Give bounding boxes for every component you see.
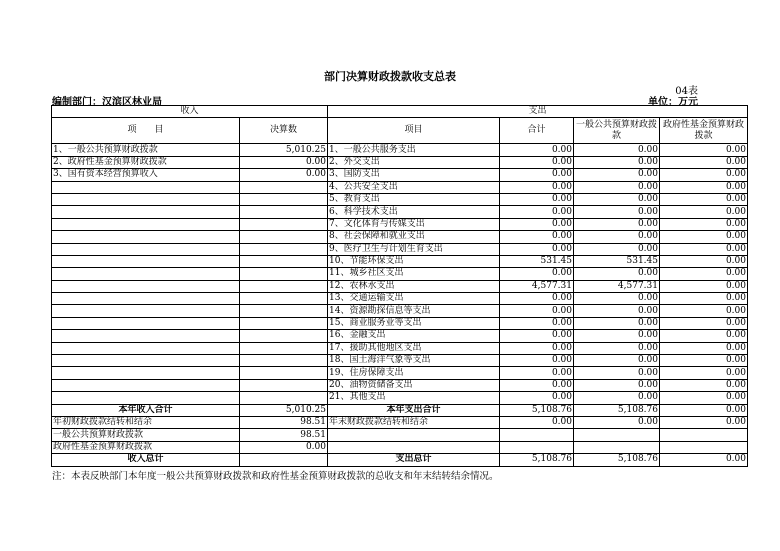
expense-total: 0.00	[500, 330, 574, 342]
expense-fund: 0.00	[660, 392, 748, 404]
income-item	[52, 330, 240, 342]
table-row	[52, 268, 748, 280]
expense-item: 7、文化体育与传媒支出	[328, 218, 500, 230]
expense-item: 21、其他支出	[328, 392, 500, 404]
income-value	[240, 305, 328, 317]
income-item: 2、政府性基金预算财政拨款	[52, 156, 240, 168]
income-item	[52, 218, 240, 230]
expense-item: 8、社会保障和就业支出	[328, 231, 500, 243]
expense-fund: 0.00	[660, 193, 748, 205]
carry-in-general-value: 98.51	[240, 429, 328, 441]
expense-general: 0.00	[574, 193, 660, 205]
expense-item: 11、城乡社区支出	[328, 268, 500, 280]
table-number: 04表	[675, 86, 698, 97]
expense-item: 15、商业服务业等支出	[328, 317, 500, 329]
income-item	[52, 305, 240, 317]
expense-item: 4、公共安全支出	[328, 181, 500, 193]
expense-total: 0.00	[500, 392, 574, 404]
income-value	[240, 181, 328, 193]
expense-fund: 0.00	[660, 355, 748, 367]
expense-fund: 0.00	[660, 144, 748, 156]
expense-fund: 0.00	[660, 305, 748, 317]
table-row	[52, 206, 748, 218]
expense-item: 10、节能环保支出	[328, 255, 500, 267]
expense-fund: 0.00	[660, 218, 748, 230]
expense-total-value: 5,108.76	[500, 404, 574, 416]
expense-general: 0.00	[574, 156, 660, 168]
income-value	[240, 231, 328, 243]
income-value	[240, 330, 328, 342]
empty-cell	[328, 429, 500, 441]
income-item	[52, 206, 240, 218]
income-value: 0.00	[240, 156, 328, 168]
unit-label: 单位：万元	[648, 97, 698, 108]
expense-fund: 0.00	[660, 255, 748, 267]
expense-item: 12、农林水支出	[328, 280, 500, 292]
income-item	[52, 231, 240, 243]
expense-total: 4,577.31	[500, 280, 574, 292]
expense-fund: 0.00	[660, 169, 748, 181]
income-value	[240, 193, 328, 205]
expense-total: 0.00	[500, 231, 574, 243]
table-row	[52, 367, 748, 379]
expense-general: 0.00	[574, 367, 660, 379]
income-value	[240, 243, 328, 255]
income-item	[52, 243, 240, 255]
expense-item: 1、一般公共服务支出	[328, 144, 500, 156]
expense-fund: 0.00	[660, 268, 748, 280]
expense-general: 0.00	[574, 218, 660, 230]
income-value	[240, 255, 328, 267]
empty-cell	[660, 429, 748, 441]
table-row	[52, 169, 748, 181]
grand-expense-fund: 0.00	[660, 454, 748, 466]
table-row	[52, 342, 748, 354]
carry-in-value: 98.51	[240, 416, 328, 428]
income-item	[52, 355, 240, 367]
summary-row	[52, 416, 748, 428]
income-item	[52, 317, 240, 329]
empty-cell	[500, 429, 574, 441]
expense-general: 0.00	[574, 231, 660, 243]
total-header: 合计	[500, 118, 574, 144]
expense-general: 0.00	[574, 181, 660, 193]
expense-general: 0.00	[574, 330, 660, 342]
expense-total: 0.00	[500, 367, 574, 379]
expense-item: 6、科学技术支出	[328, 206, 500, 218]
table-row	[52, 231, 748, 243]
expense-general: 0.00	[574, 317, 660, 329]
income-value: 0.00	[240, 169, 328, 181]
table-row	[52, 355, 748, 367]
table-row	[52, 330, 748, 342]
grand-income-value	[240, 454, 328, 466]
income-item: 3、国有资本经营预算收入	[52, 169, 240, 181]
expense-total: 0.00	[500, 268, 574, 280]
expense-total: 0.00	[500, 293, 574, 305]
expense-fund: 0.00	[660, 330, 748, 342]
expense-fund: 0.00	[660, 293, 748, 305]
income-item	[52, 181, 240, 193]
expense-general: 0.00	[574, 169, 660, 181]
income-item-header: 项 目	[52, 118, 240, 144]
income-value	[240, 367, 328, 379]
table-row	[52, 218, 748, 230]
expense-fund: 0.00	[660, 317, 748, 329]
income-total-label: 本年收入合计	[52, 404, 240, 416]
carry-in-fund-label: 政府性基金预算财政拨款	[52, 441, 240, 453]
expense-fund: 0.00	[660, 379, 748, 391]
grand-expense-total: 5,108.76	[500, 454, 574, 466]
table-row	[52, 392, 748, 404]
income-header: 收入	[52, 106, 328, 118]
empty-cell	[574, 429, 660, 441]
expense-total: 0.00	[500, 342, 574, 354]
gov-fund-header: 政府性基金预算财政拨款	[660, 118, 748, 144]
income-item	[52, 293, 240, 305]
expense-total: 0.00	[500, 218, 574, 230]
carry-out-label: 年末财政拨款结转和结余	[328, 416, 500, 428]
expense-general: 0.00	[574, 144, 660, 156]
expense-fund: 0.00	[660, 206, 748, 218]
expense-fund: 0.00	[660, 342, 748, 354]
expense-fund: 0.00	[660, 367, 748, 379]
expense-item: 2、外交支出	[328, 156, 500, 168]
expense-fund: 0.00	[660, 243, 748, 255]
general-budget-header: 一般公共预算财政拨款	[574, 118, 660, 144]
expense-item: 17、援助其他地区支出	[328, 342, 500, 354]
empty-cell	[660, 441, 748, 453]
expense-item: 18、国土海洋气象等支出	[328, 355, 500, 367]
grand-income-label: 收入总计	[52, 454, 240, 466]
expense-total-label: 本年支出合计	[328, 404, 500, 416]
expense-general: 0.00	[574, 355, 660, 367]
column-header-row	[52, 118, 748, 144]
expense-general: 4,577.31	[574, 280, 660, 292]
empty-cell	[500, 441, 574, 453]
expense-total: 0.00	[500, 193, 574, 205]
summary-row	[52, 454, 748, 466]
expense-general: 0.00	[574, 342, 660, 354]
expense-total: 0.00	[500, 355, 574, 367]
income-item	[52, 342, 240, 354]
table-row	[52, 317, 748, 329]
expense-general: 0.00	[574, 392, 660, 404]
grand-expense-general: 5,108.76	[574, 454, 660, 466]
income-value	[240, 218, 328, 230]
income-total-value: 5,010.25	[240, 404, 328, 416]
expense-item: 16、金融支出	[328, 330, 500, 342]
table-row	[52, 156, 748, 168]
grand-expense-label: 支出总计	[328, 454, 500, 466]
section-header-row	[52, 106, 748, 118]
expense-total: 0.00	[500, 169, 574, 181]
expense-total: 0.00	[500, 206, 574, 218]
expense-total: 0.00	[500, 181, 574, 193]
expense-item: 13、交通运输支出	[328, 293, 500, 305]
summary-row	[52, 441, 748, 453]
summary-row	[52, 429, 748, 441]
expense-header: 支出	[328, 106, 748, 118]
expense-item-header: 项目	[328, 118, 500, 144]
expense-general: 0.00	[574, 379, 660, 391]
income-item	[52, 193, 240, 205]
income-value	[240, 268, 328, 280]
income-item	[52, 280, 240, 292]
table-row	[52, 293, 748, 305]
income-item: 1、一般公共预算财政拨款	[52, 144, 240, 156]
carry-out-total: 0.00	[500, 416, 574, 428]
income-value	[240, 206, 328, 218]
expense-general: 0.00	[574, 206, 660, 218]
expense-total: 0.00	[500, 305, 574, 317]
expense-item: 20、油物资储备支出	[328, 379, 500, 391]
income-item	[52, 367, 240, 379]
income-value	[240, 355, 328, 367]
income-value	[240, 317, 328, 329]
expense-item: 14、资源勘探信息等支出	[328, 305, 500, 317]
income-value	[240, 379, 328, 391]
expense-total: 0.00	[500, 243, 574, 255]
income-item	[52, 255, 240, 267]
empty-cell	[328, 441, 500, 453]
expense-fund: 0.00	[660, 181, 748, 193]
summary-row	[52, 404, 748, 416]
expense-total: 0.00	[500, 156, 574, 168]
empty-cell	[574, 441, 660, 453]
table-row	[52, 305, 748, 317]
page-title: 部门决算财政拨款收支总表	[324, 70, 456, 83]
carry-out-general: 0.00	[574, 416, 660, 428]
department-label: 编制部门：汉滨区林业局	[52, 97, 162, 108]
expense-item: 3、国防支出	[328, 169, 500, 181]
table-row	[52, 193, 748, 205]
expense-fund: 0.00	[660, 156, 748, 168]
expense-general: 0.00	[574, 243, 660, 255]
income-value	[240, 342, 328, 354]
carry-in-label: 年初财政拨款结转和结余	[52, 416, 240, 428]
expense-general: 0.00	[574, 293, 660, 305]
expense-total: 0.00	[500, 144, 574, 156]
expense-total: 0.00	[500, 379, 574, 391]
expense-general: 0.00	[574, 268, 660, 280]
expense-item: 9、医疗卫生与计划生育支出	[328, 243, 500, 255]
final-amount-header: 决算数	[240, 118, 328, 144]
expense-fund: 0.00	[660, 280, 748, 292]
table-row	[52, 280, 748, 292]
carry-in-general-label: 一般公共预算财政拨款	[52, 429, 240, 441]
expense-fund: 0.00	[660, 231, 748, 243]
expense-general: 0.00	[574, 305, 660, 317]
expense-item: 19、住房保障支出	[328, 367, 500, 379]
income-item	[52, 392, 240, 404]
income-item	[52, 268, 240, 280]
expense-total: 0.00	[500, 317, 574, 329]
table-row	[52, 255, 748, 267]
table-row	[52, 379, 748, 391]
table-row	[52, 243, 748, 255]
finance-table	[51, 105, 748, 467]
expense-item: 5、教育支出	[328, 193, 500, 205]
income-value	[240, 293, 328, 305]
expense-general: 531.45	[574, 255, 660, 267]
carry-out-fund: 0.00	[660, 416, 748, 428]
income-value	[240, 392, 328, 404]
expense-total-general: 5,108.76	[574, 404, 660, 416]
income-value: 5,010.25	[240, 144, 328, 156]
expense-total-fund: 0.00	[660, 404, 748, 416]
income-item	[52, 379, 240, 391]
expense-total: 531.45	[500, 255, 574, 267]
carry-in-fund-value: 0.00	[240, 441, 328, 453]
footnote: 注：本表反映部门本年度一般公共预算财政拨款和政府性基金预算财政拨款的总收支和年末结转结余情况。	[52, 471, 499, 482]
table-row	[52, 144, 748, 156]
income-value	[240, 280, 328, 292]
table-row	[52, 181, 748, 193]
